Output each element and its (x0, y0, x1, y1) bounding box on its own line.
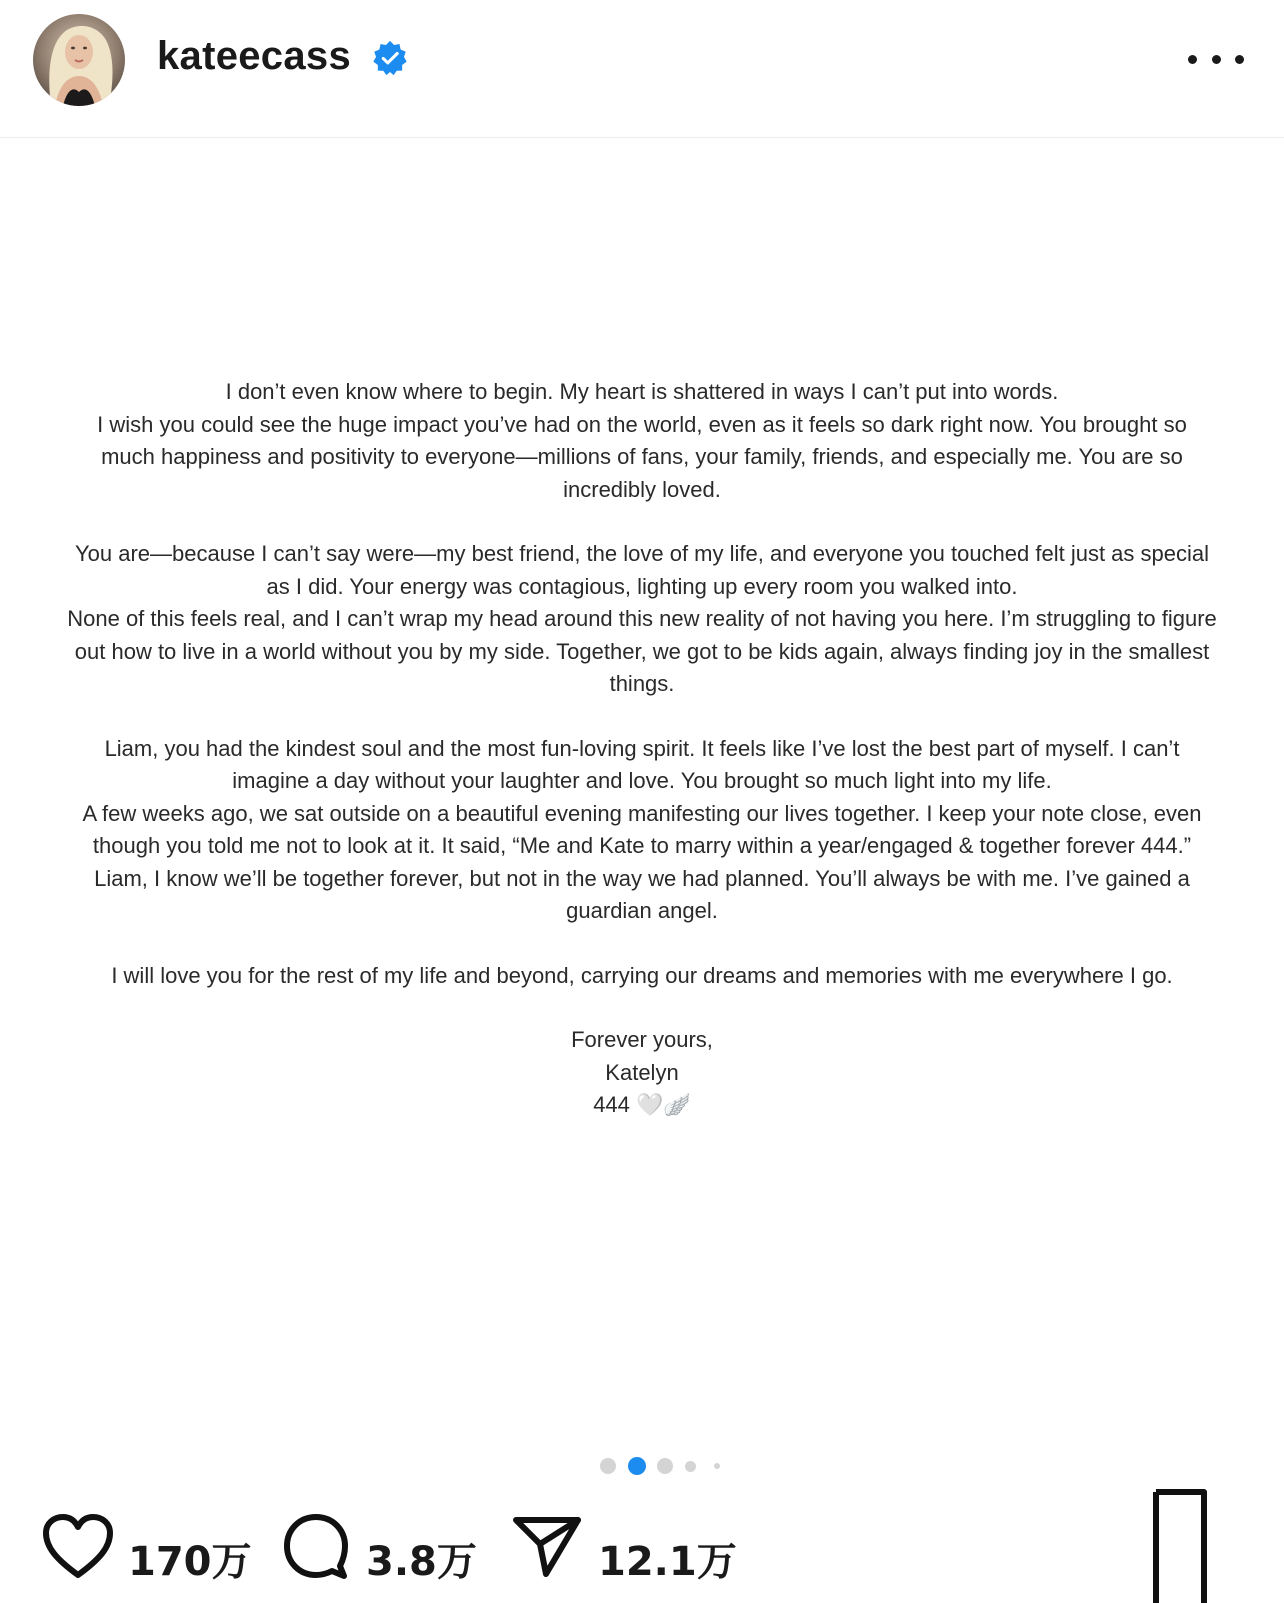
letter-line: Forever yours, (571, 1027, 713, 1052)
verified-badge-icon (372, 40, 408, 76)
send-icon[interactable] (512, 1514, 582, 1578)
letter-line: Liam, I know we’ll be together forever, but not in the way we had planned. You’ll always be with me. I’ve gained a (94, 865, 1190, 891)
letter-line: You are—because I can’t say were—my best friend, the love of my life, and everyone you touched felt just as special (74, 541, 1210, 566)
letter-line: None of this feels real, and I can’t wrap my head around this new reality of not having you here. I’m struggling to figure (67, 606, 1217, 631)
letter-line: as I did. Your energy was contagious, lighting up every room you walked into. (266, 573, 1018, 599)
letter-line: out how to live in a world without you by my side. Together, we got to be kids again, always finding joy in the smallest (74, 638, 1210, 664)
letter-line: incredibly loved. (563, 476, 721, 502)
letter-line: much happiness and positivity to everyone—millions of fans, your family, friends, and especially me. You are so (101, 444, 1183, 469)
letter-line: 444 🤍🪽 (593, 1092, 691, 1117)
post-header (0, 0, 1284, 138)
letter-line: Katelyn (605, 1059, 679, 1085)
paragraph-gap (0, 992, 1284, 1024)
letter-line: things. (609, 671, 675, 696)
letter-line: I don’t even know where to begin. My heart is shattered in ways I can’t put into words. (225, 379, 1059, 404)
more-dot (1235, 55, 1244, 64)
paragraph-gap (0, 701, 1284, 733)
carousel-dot-active (628, 1457, 646, 1475)
letter-line: imagine a day without your laughter and love. You brought so much light into my life. (232, 768, 1052, 793)
carousel-dot (657, 1458, 673, 1474)
more-dot (1188, 55, 1197, 64)
letter-line: A few weeks ago, we sat outside on a beautiful evening manifesting our lives together. I keep your note close, even (82, 800, 1202, 826)
carousel-dot (685, 1461, 696, 1472)
paragraph-gap (0, 506, 1284, 538)
more-options-icon[interactable] (1188, 44, 1244, 74)
letter-line: I wish you could see the huge impact you’ve had on the world, even as it feels so dark right now. You brought so (97, 411, 1187, 437)
letter-line: Liam, you had the kindest soul and the most fun-loving spirit. It feels like I’ve lost the best part of myself. I can’t (104, 735, 1180, 761)
bookmark-icon[interactable] (1150, 1488, 1210, 1603)
like-count: 170万 (128, 1539, 252, 1585)
paragraph-gap (0, 928, 1284, 960)
letter-line: I will love you for the rest of my life and beyond, carrying our dreams and memories with me everywhere I go. (111, 962, 1173, 988)
letter-line: though you told me not to look at it. It said, “Me and Kate to marry within a year/engaged & together forever 444.” (92, 833, 1192, 858)
share-count: 12.1万 (598, 1539, 737, 1585)
comment-bubble-icon[interactable] (282, 1512, 350, 1580)
action-bar (0, 1508, 1284, 1603)
carousel-indicator (600, 1456, 740, 1476)
letter-line: guardian angel. (566, 898, 718, 923)
carousel-dot (600, 1458, 616, 1474)
heart-icon[interactable] (42, 1514, 114, 1580)
comment-count: 3.8万 (366, 1539, 477, 1585)
carousel-dot (714, 1463, 720, 1469)
username[interactable]: kateecass (157, 34, 351, 78)
letter-text (0, 376, 1284, 1122)
more-dot (1212, 55, 1221, 64)
avatar[interactable] (33, 14, 125, 106)
